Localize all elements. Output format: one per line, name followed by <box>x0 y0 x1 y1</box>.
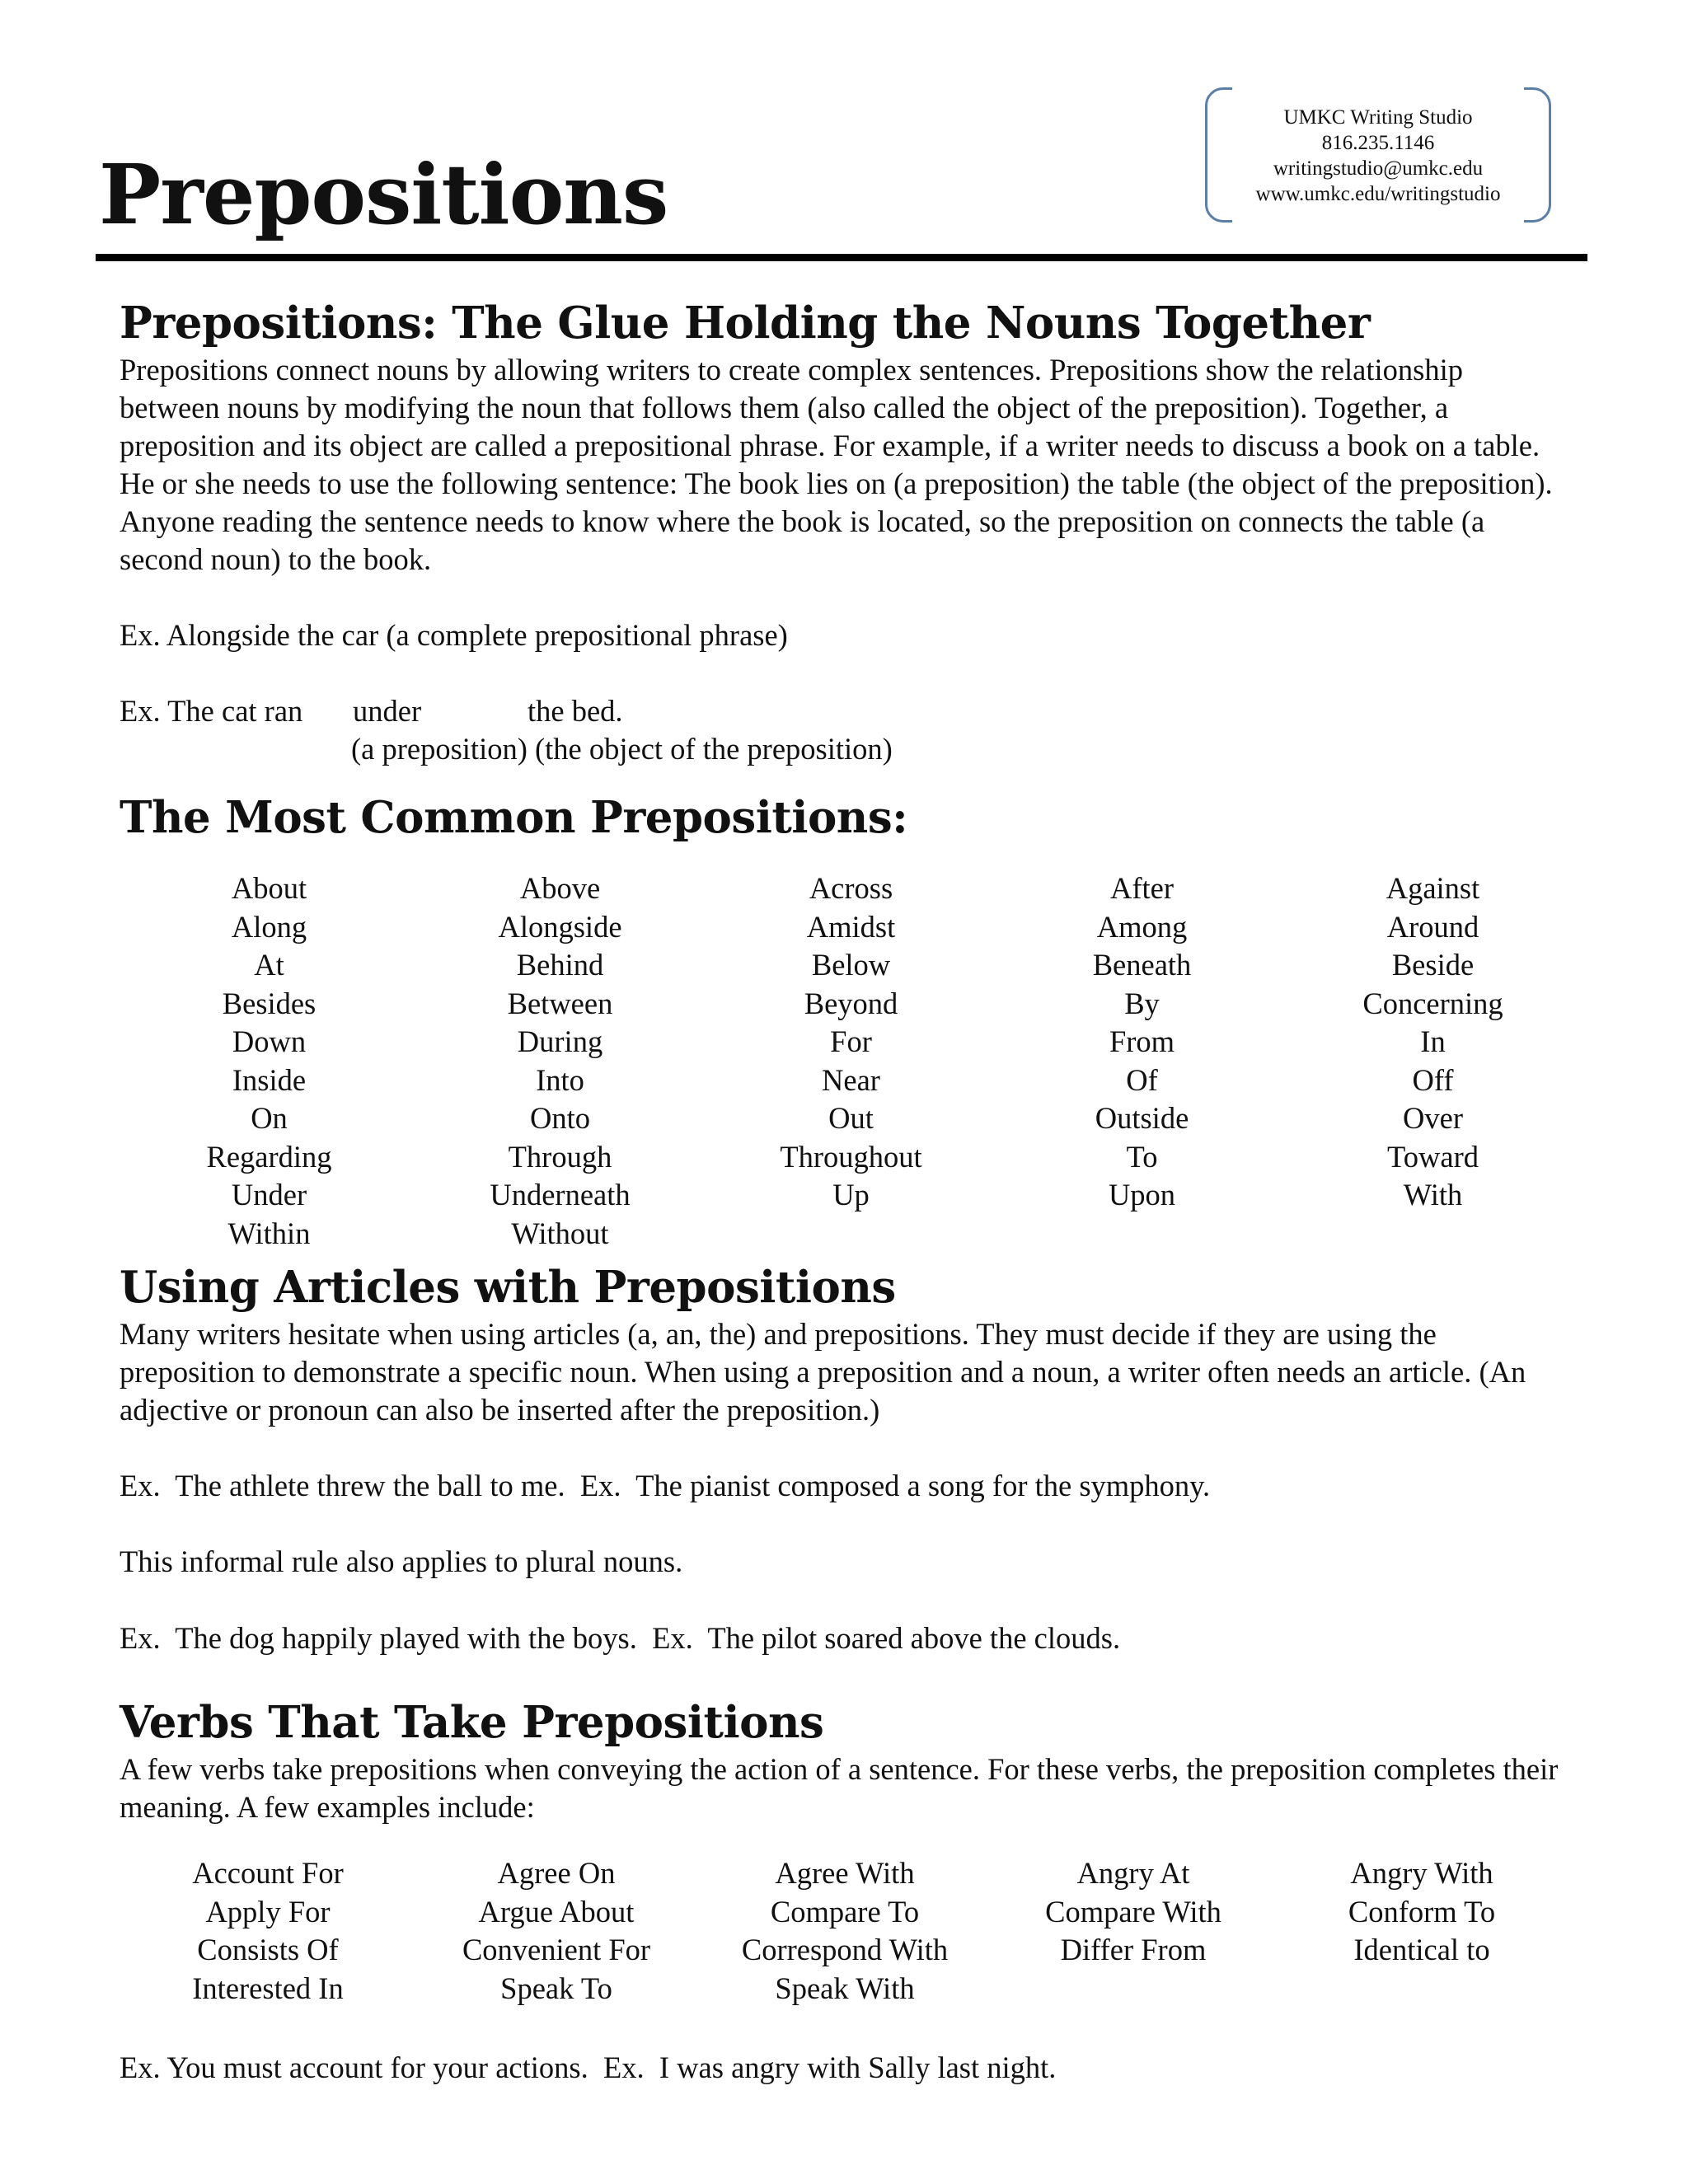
verb-grid <box>124 1854 1566 2008</box>
preposition-word: From <box>1109 1024 1175 1058</box>
preposition-word: Over <box>1403 1101 1463 1135</box>
preposition-word: Near <box>822 1062 880 1097</box>
preposition-word: With <box>1403 1178 1463 1212</box>
preposition-word: Inside <box>232 1062 307 1097</box>
preposition-word: Beyond <box>804 986 898 1020</box>
preposition-word: Into <box>536 1062 584 1097</box>
section-heading-glue: Prepositions: The Glue Holding the Nouns Together <box>120 298 1371 349</box>
preposition-word: During <box>517 1024 603 1058</box>
preposition-word: Among <box>1096 909 1188 944</box>
verb-phrase: Agree With <box>775 1856 915 1890</box>
preposition-word: At <box>254 948 284 982</box>
verb-phrase: Compare With <box>1045 1894 1221 1929</box>
preposition-word: Toward <box>1387 1139 1479 1174</box>
preposition-word: Regarding <box>206 1139 332 1174</box>
title-divider <box>96 254 1587 261</box>
preposition-word: Around <box>1386 909 1479 944</box>
example-dog-pilot: Ex. The dog happily played with the boys. Ex. The pilot soared above the clouds. <box>120 1621 1121 1655</box>
plural-rule: This informal rule also applies to plural nouns. <box>120 1544 683 1578</box>
preposition-word <box>706 1215 996 1254</box>
preposition-word: Upon <box>1108 1178 1176 1212</box>
preposition-word: Beneath <box>1092 948 1192 982</box>
verb-phrase: Differ From <box>1060 1933 1207 1966</box>
verb-phrase: Conform To <box>1348 1894 1496 1929</box>
example-account-angry: Ex. You must account for your actions. Ex. I was angry with Sally last night. <box>120 2050 1057 2084</box>
verb-phrase: Consists Of <box>197 1933 339 1966</box>
section-heading-verbs: Verbs That Take Prepositions <box>120 1697 824 1748</box>
preposition-word: Across <box>809 871 893 905</box>
verb-phrase: Argue About <box>478 1894 635 1929</box>
preposition-word: Beside <box>1391 948 1475 982</box>
preposition-word: Against <box>1386 871 1480 905</box>
preposition-word: Amidst <box>806 909 896 944</box>
preposition-word: Alongside <box>498 909 622 944</box>
verb-phrase <box>989 1970 1278 2008</box>
section-body-articles: Many writers hesitate when using articles (a, an, the) and prepositions. They must decide if they are using the preposition to demonstrate a specific noun. When using a preposition and a noun, a writer often needs an article. (An adjective or pronoun can also be inserted after the preposition.) <box>120 1317 1526 1427</box>
verb-phrase: Agree On <box>497 1856 616 1890</box>
contact-name: UMKC Writing Studio <box>1283 106 1473 129</box>
section-heading-common: The Most Common Prepositions: <box>120 792 908 843</box>
contact-email: writingstudio@umkc.edu <box>1273 157 1484 180</box>
preposition-word: In <box>1420 1024 1446 1058</box>
preposition-word: For <box>830 1024 872 1058</box>
preposition-word: Besides <box>222 986 316 1020</box>
verb-phrase: Convenient For <box>462 1933 651 1966</box>
example-cat-annotation: (a preposition) (the object of the preposition) <box>351 732 893 766</box>
contact-box <box>1205 87 1551 223</box>
preposition-word: Within <box>227 1216 311 1250</box>
preposition-word: Without <box>511 1216 609 1250</box>
example-cat-object: the bed. <box>528 694 623 728</box>
preposition-word: Below <box>811 948 891 982</box>
verb-phrase <box>1278 1970 1566 2008</box>
preposition-word: Up <box>832 1178 870 1212</box>
preposition-word: About <box>231 871 307 905</box>
preposition-word <box>1287 1215 1578 1254</box>
verb-phrase: Apply For <box>205 1894 331 1929</box>
verb-phrase: Angry At <box>1076 1856 1190 1890</box>
preposition-word: Of <box>1126 1062 1158 1097</box>
preposition-word <box>996 1215 1287 1254</box>
example-athlete-pianist: Ex. The athlete threw the ball to me. Ex. The pianist composed a song for the symphony. <box>120 1469 1211 1502</box>
preposition-word: Underneath <box>490 1178 631 1212</box>
section-body-glue: Prepositions connect nouns by allowing writers to create complex sentences. Prepositions show the relationship between nouns by modifying the noun that follows them (also called the object of the preposition). Together, a preposition and its object are called a prepositional phrase. For example, if a writer needs to discuss a book on a table. He or she needs to use the following sentence: The book lies on (a preposition) the table (the object of the preposition). Anyone reading the sentence needs to know where the book is located, so the preposition on connects the table (a second noun) to the book. <box>120 353 1553 576</box>
example-alongside: Ex. Alongside the car (a complete prepositional phrase) <box>120 618 788 652</box>
preposition-word: Above <box>519 871 601 905</box>
preposition-word: Onto <box>530 1101 590 1135</box>
verb-phrase: Speak With <box>775 1971 915 2005</box>
section-heading-articles: Using Articles with Prepositions <box>120 1262 896 1313</box>
verb-phrase: Correspond With <box>741 1933 949 1966</box>
contact-website: www.umkc.edu/writingstudio <box>1255 183 1501 205</box>
preposition-word: Behind <box>516 948 604 982</box>
preposition-word: Through <box>508 1139 612 1174</box>
section-body-verbs: A few verbs take prepositions when conveying the action of a sentence. For these verbs, the preposition completes their meaning. A few examples include: <box>120 1752 1559 1824</box>
verb-phrase: Speak To <box>500 1971 612 2005</box>
example-cat-prefix: Ex. The cat ran <box>120 694 303 728</box>
verb-phrase: Identical to <box>1353 1933 1490 1966</box>
preposition-word: Out <box>828 1101 874 1135</box>
example-cat-preposition: under <box>353 694 422 728</box>
preposition-word: Off <box>1412 1062 1454 1097</box>
preposition-word: Throughout <box>780 1139 922 1174</box>
preposition-word: By <box>1124 986 1160 1020</box>
preposition-word: On <box>251 1101 288 1135</box>
preposition-word: Along <box>231 909 307 944</box>
preposition-word: Concerning <box>1362 986 1503 1020</box>
verb-phrase: Account For <box>192 1856 344 1890</box>
verb-phrase: Compare To <box>770 1894 920 1929</box>
contact-phone: 816.235.1146 <box>1321 132 1435 154</box>
preposition-word: Outside <box>1095 1101 1189 1135</box>
verb-phrase: Angry With <box>1350 1856 1493 1890</box>
verb-phrase: Interested In <box>192 1971 344 2005</box>
preposition-word: After <box>1109 871 1174 905</box>
preposition-word: Under <box>231 1178 307 1212</box>
page-title: Prepositions <box>99 146 668 243</box>
preposition-grid <box>124 869 1578 1253</box>
preposition-word: Down <box>232 1024 307 1058</box>
preposition-word: To <box>1126 1139 1158 1174</box>
preposition-word: Between <box>507 986 613 1020</box>
